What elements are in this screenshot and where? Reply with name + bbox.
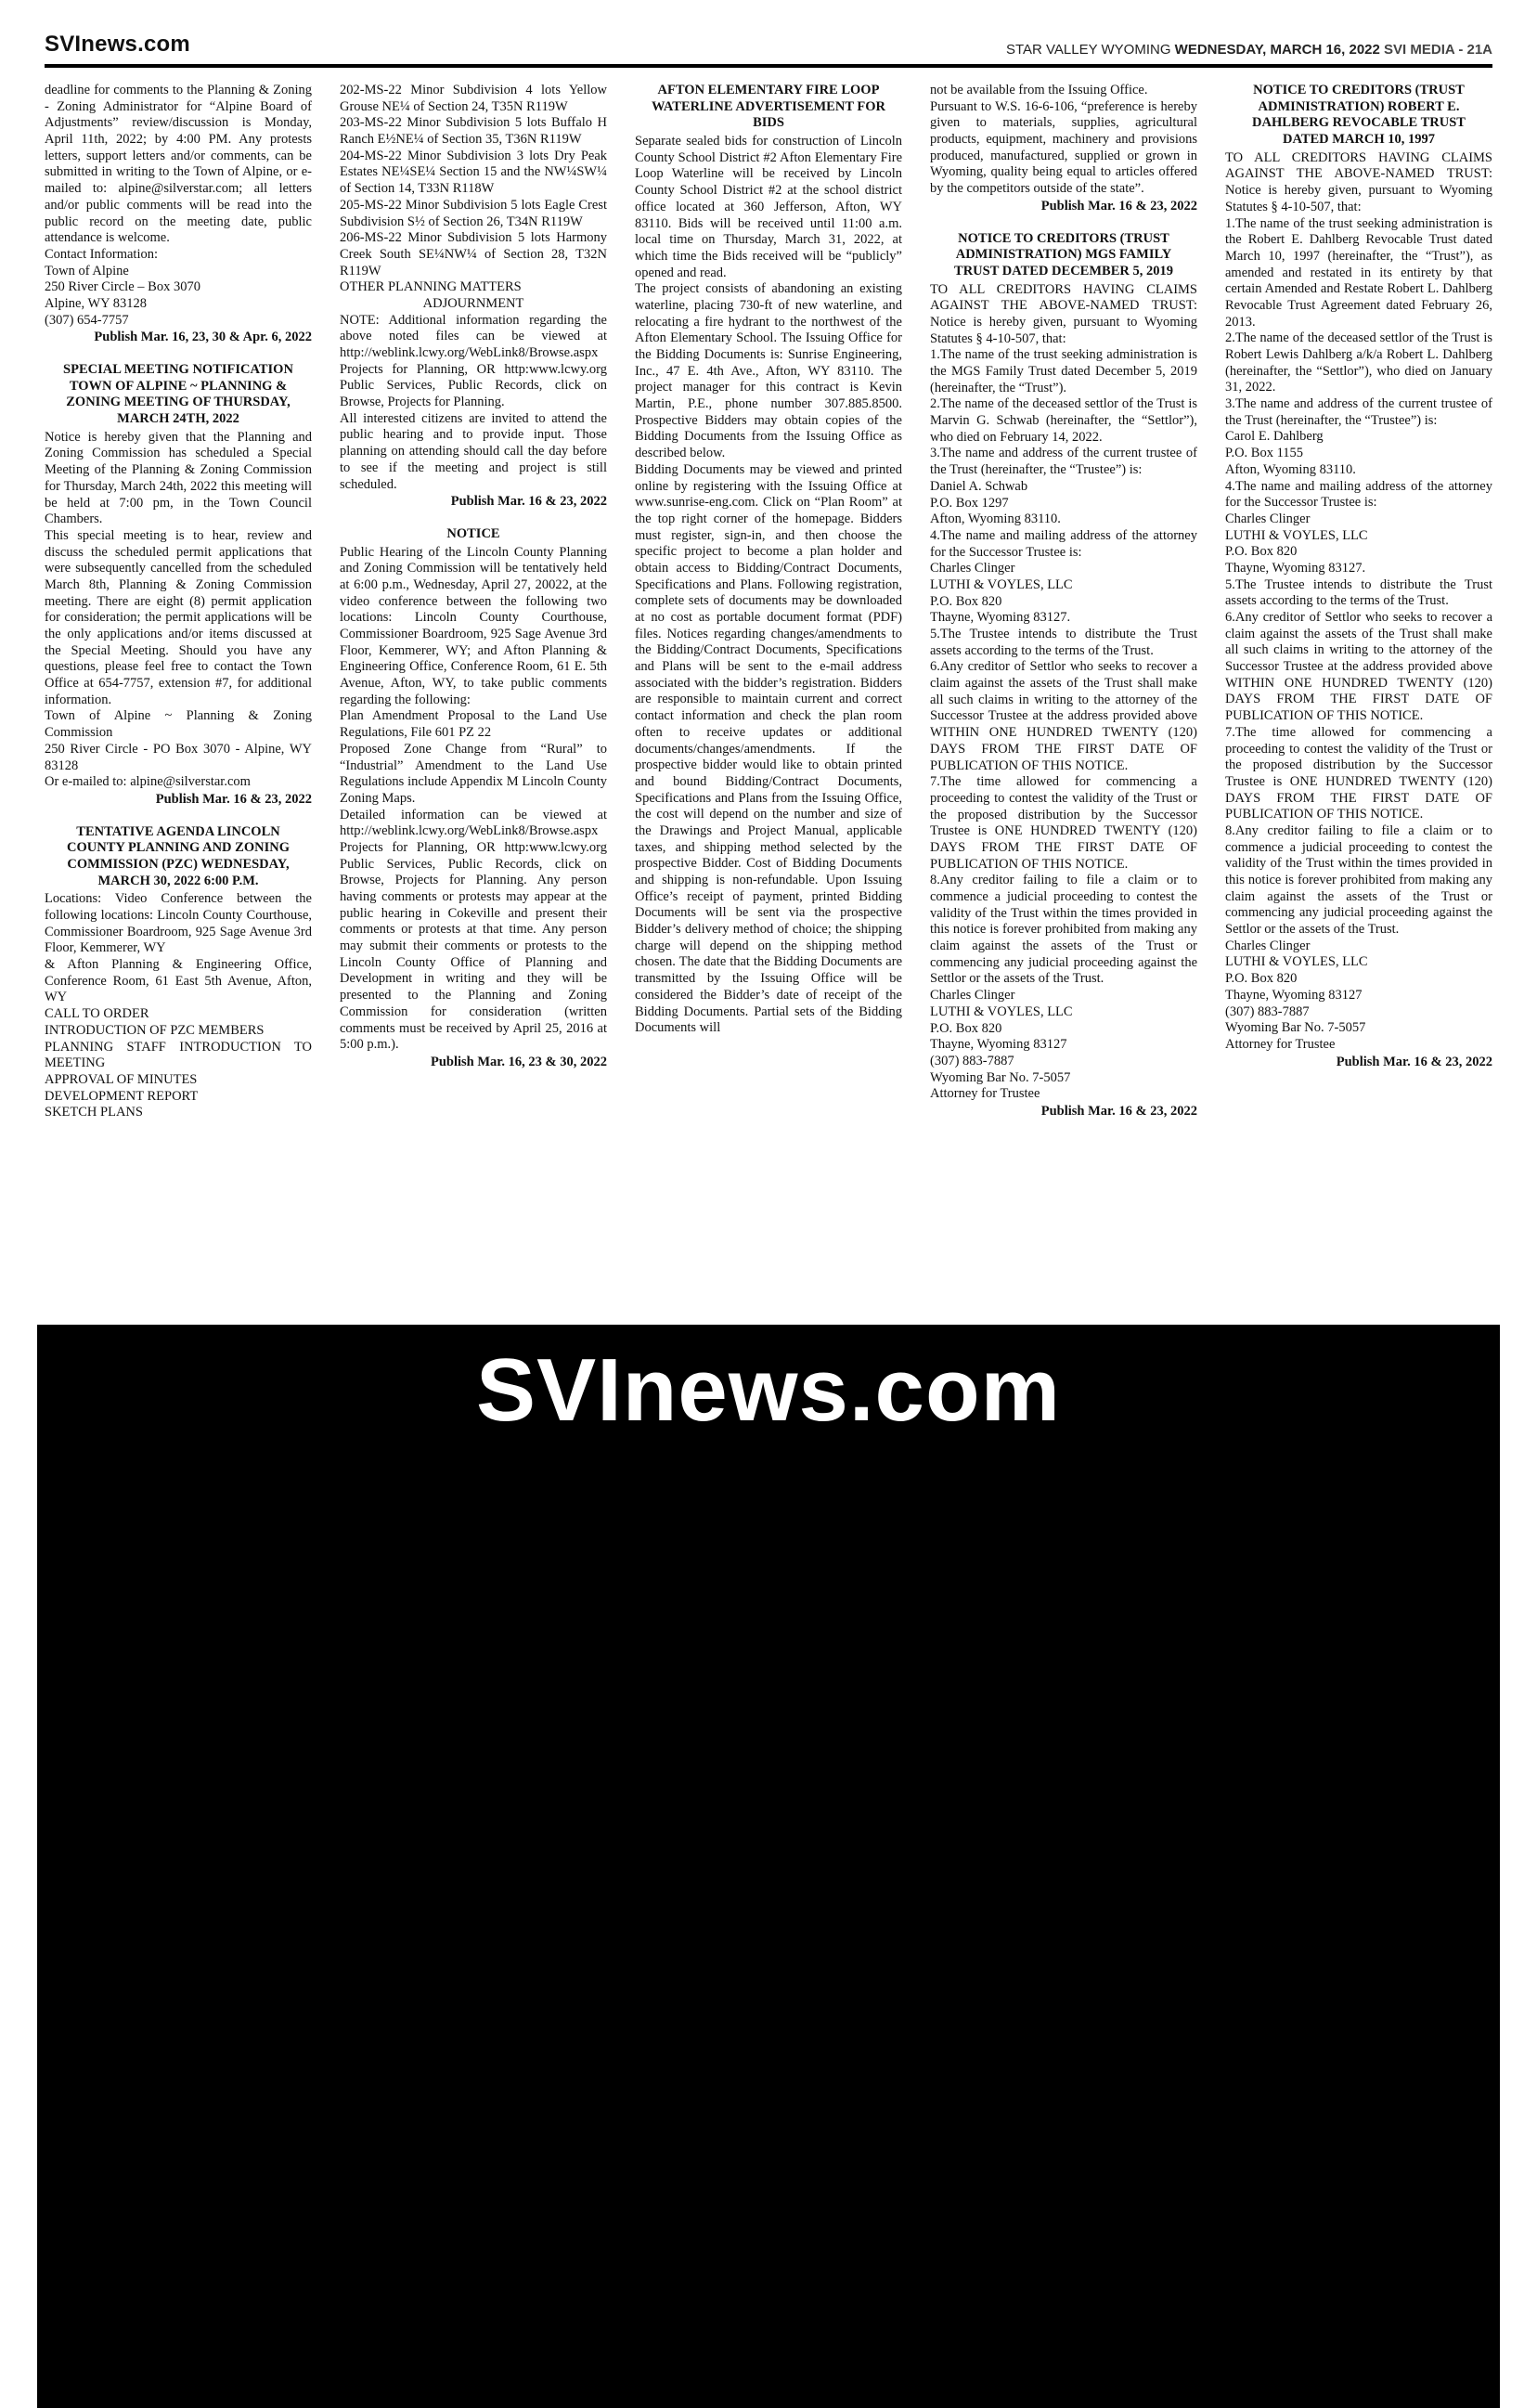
notice-line: Wyoming Bar No. 7-5057 <box>930 1069 1071 1085</box>
folio-location: STAR VALLEY WYOMING <box>1005 42 1171 58</box>
notice-line: P.O. Box 1297 <box>930 495 1009 511</box>
notice-line: Carol E. Dahlberg <box>1225 429 1324 445</box>
notice-line: SKETCH PLANS <box>45 1105 143 1120</box>
notice-paragraph: All interested citizens are invited to attend the public hearing and to provide input. Those planning on attending should call the day before to see if the meeting and project is still scheduled. <box>340 410 607 492</box>
notice-line: Attorney for Trustee <box>930 1086 1040 1102</box>
notice-line: APPROVAL OF MINUTES <box>45 1071 198 1087</box>
column-4 <box>930 83 1197 1285</box>
notice-line: P.O. Box 1155 <box>1225 446 1304 461</box>
notice-paragraph: 4.The name and mailing address of the attorney for the Successor Trustee is: <box>930 527 1197 560</box>
notice-line: P.O. Box 820 <box>930 593 1002 609</box>
notice-paragraph: 2.The name of the deceased settlor of the Trust is Robert Lewis Dahlberg a/k/a Robert L. Dahlberg (hereinafter, the “Settlor”), who died on January 31, 2022. <box>1225 330 1492 395</box>
notice-paragraph: 7.The time allowed for commencing a proceeding to contest the validity of the Trust or the proposed distribution by the Successor Trustee is ONE HUNDRED TWENTY (120) DAYS FROM THE FIRST DATE OF PUBLICATION OF THIS NOTICE. <box>930 774 1197 872</box>
folio-edition: SVI MEDIA - 21A <box>1384 42 1492 58</box>
notice-paragraph: 1.The name of the trust seeking administration is the Robert E. Dahlberg Revocable Trust dated March 10, 1997 (hereinafter, the “Trust”), as amended and restated in its entirety by that certain Amended and Restate Robert L. Dahlberg Revocable Trust Agreement dated February 26, 2013. <box>1225 215 1492 330</box>
notice-heading: NOTICE <box>446 525 500 541</box>
notice-line: Or e-mailed to: alpine@silverstar.com <box>45 774 251 790</box>
notice-paragraph: 4.The name and mailing address of the attorney for the Successor Trustee is: <box>1225 478 1492 511</box>
notice-paragraph: 6.Any creditor of Settlor who seeks to recover a claim against the assets of the Trust shall make all such claims in writing to the attorney of the Successor Trustee at the address provided above WITHIN ONE HUNDRED TWENTY (120) DAYS FROM THE FIRST DATE OF PUBLICATION OF THIS NOTICE. <box>930 659 1197 773</box>
footer-banner <box>37 1325 1500 2408</box>
notice-line: Daniel A. Schwab <box>930 478 1028 494</box>
notice-paragraph: 250 River Circle - PO Box 3070 - Alpine, WY 83128 <box>45 741 312 773</box>
notice-paragraph: Public Hearing of the Lincoln County Planning and Zoning Commission will be tentatively held at 6:00 p.m., Wednesday, April 27, 20022, at the video conference between the following two locations: Lincoln County Courthouse, Commissioner Boardroom, 925 Sage Avenue 3rd Floor, Kemmerer, WY; and Afton Planning & Engineering Office, Conference Room, 61 E. 5th Avenue, Afton, WY, to take public comments regarding the following: <box>340 544 607 707</box>
notice-heading: NOTICE TO CREDITORS (TRUST ADMINISTRATION) MGS FAMILY TRUST DATED DECEMBER 5, 2019 <box>954 230 1173 278</box>
masthead <box>45 32 1492 68</box>
notice-paragraph: 7.The time allowed for commencing a proceeding to contest the validity of the Trust or the proposed distribution by the Successor Trustee is ONE HUNDRED TWENTY (120) DAYS FROM THE FIRST DATE OF PUBLICATION OF THIS NOTICE. <box>1225 724 1492 822</box>
notice-paragraph: Notice is hereby given that the Planning and Zoning Commission has scheduled a Special Meeting of the Planning & Zoning Commission for Thursday, March 24th, 2022 this meeting will be held at 7:00 pm, in the Town Council Chambers. <box>45 429 312 527</box>
notice-line: Thayne, Wyoming 83127. <box>930 610 1071 626</box>
notice-paragraph: 5.The Trustee intends to distribute the Trust assets according to the terms of the Trust. <box>930 627 1197 658</box>
notice-line: DEVELOPMENT REPORT <box>45 1088 199 1104</box>
notice-heading: AFTON ELEMENTARY FIRE LOOP WATERLINE ADVERTISEMENT FOR BIDS <box>652 83 885 131</box>
notice-paragraph: 5.The Trustee intends to distribute the Trust assets according to the terms of the Trust. <box>1225 576 1492 609</box>
notice-paragraph: 205-MS-22 Minor Subdivision 5 lots Eagle Crest Subdivision S½ of Section 26, T34N R119W <box>340 197 607 229</box>
notice-paragraph: not be available from the Issuing Office. <box>930 83 1148 97</box>
notice-line: P.O. Box 820 <box>930 1020 1002 1036</box>
notice-paragraph: 1.The name of the trust seeking administration is the MGS Family Trust dated December 5, 2019 (hereinafter, the “Trust”). <box>930 347 1197 395</box>
notice-line: Contact Information: <box>45 246 159 262</box>
notice-paragraph: INTRODUCTION OF PZC MEMBERS <box>45 1022 265 1038</box>
notice-paragraph: 202-MS-22 Minor Subdivision 4 lots Yellow Grouse NE¼ of Section 24, T35N R119W <box>340 83 607 114</box>
notice-line: Charles Clinger <box>1225 938 1311 953</box>
notice-paragraph: PLANNING STAFF INTRODUCTION TO MEETING <box>45 1039 312 1071</box>
notice-paragraph: TO ALL CREDITORS HAVING CLAIMS AGAINST THE ABOVE-NAMED TRUST: Notice is hereby given, pursuant to Wyoming Statutes § 4-10-507, that: <box>1225 149 1492 214</box>
notice-paragraph: Proposed Zone Change from “Rural” to “Industrial” Amendment to the Land Use Regulations include Appendix M Lincoln County Zoning Maps. <box>340 741 607 806</box>
notice-line: Charles Clinger <box>930 561 1015 576</box>
notice-paragraph: TO ALL CREDITORS HAVING CLAIMS AGAINST THE ABOVE-NAMED TRUST: Notice is hereby given, pursuant to Wyoming Statutes § 4-10-507, that: <box>930 281 1197 346</box>
publish-line: Publish Mar. 16 & 23, 2022 <box>1040 1103 1197 1119</box>
notice-line: Attorney for Trustee <box>1225 1036 1336 1052</box>
notice-line: Wyoming Bar No. 7-5057 <box>1225 1020 1366 1036</box>
notice-paragraph: Plan Amendment Proposal to the Land Use Regulations, File 601 PZ 22 <box>340 708 607 741</box>
notice-heading: NOTICE TO CREDITORS (TRUST ADMINISTRATION) ROBERT E. DAHLBERG REVOCABLE TRUST DATED MARCH 10, 1997 <box>1252 83 1466 148</box>
notice-line: Charles Clinger <box>930 988 1015 1003</box>
column-3 <box>635 83 902 1285</box>
notice-line: Town of Alpine <box>45 263 129 278</box>
notice-paragraph: This special meeting is to hear, review and discuss the scheduled permit applications that were subsequently cancelled from the scheduled March 8th, Planning & Zoning Commission meeting. There are eight (8) permit application for consideration; the permit applications will be the only applications and/or items discussed at the Special Meeting. Should you have any questions, please feel free to contact the Town Office at 654-7757, extension #7, for additional information. <box>45 527 312 707</box>
notice-line: Thayne, Wyoming 83127. <box>1225 560 1366 576</box>
notice-paragraph: The project consists of abandoning an existing waterline, placing 730-ft of new waterline, and relocating a fire hydrant to the northwest of the Afton Elementary School. The Issuing Office for the Bidding Documents is: Sunrise Engineering, Inc., 47 E. 4th Ave., Afton, WY 83110. The project manager for this contract is Kevin Martin, P.E., phone number 307.885.8500. Prospective Bidders may obtain copies of the Bidding Documents from the Issuing Office as described below. <box>635 281 902 461</box>
notice-paragraph: Pursuant to W.S. 16-6-106, “preference is hereby given to materials, supplies, agricultural products, equipment, machinery and provisions produced, manufactured, supplied or grown in Wyoming, quality being equal to articles offered by the competitors outside of the state”. <box>930 98 1197 197</box>
notice-line: (307) 883-7887 <box>1225 1003 1310 1019</box>
notice-line: P.O. Box 820 <box>1225 971 1298 987</box>
notice-line: CALL TO ORDER <box>45 1006 149 1022</box>
notice-heading: TENTATIVE AGENDA LINCOLN COUNTY PLANNING AND ZONING COMMISSION (PZC) WEDNESDAY, MARCH 30, 2022 6:00 P.M. <box>67 823 290 888</box>
publish-line: Publish Mar. 16, 23 & 30, 2022 <box>431 1054 607 1069</box>
notice-line: 250 River Circle – Box 3070 <box>45 279 200 295</box>
notice-paragraph: 2.The name of the deceased settlor of the Trust is Marvin G. Schwab (hereinafter, the “Settlor”), who died on February 14, 2022. <box>930 396 1197 445</box>
notice-line: (307) 883-7887 <box>930 1053 1014 1068</box>
notice-paragraph: Bidding Documents may be viewed and printed online by registering with the Issuing Office at www.sunrise-eng.com. Click on “Plan Room” at the top right corner of the homepage. Bidders must register, sign-in, and then choose the specific project to become a plan holder and obtain access to Bidding/Contract Documents, Specifications and Plans. Following registration, complete sets of documents may be downloaded at no cost as portable document format (PDF) files. Notices regarding changes/amendments to the Bidding/Contract Documents, Specifications and Plans will be sent to the e-mail address associated with the bidder’s registration. Bidders are responsible to maintain current and correct contact information and check the plan room often to receive updates or additional documents/changes/amendments. If the prospective bidder would like to obtain printed and bound Bidding/Contract Documents, Specifications and Plans from the Issuing Office, the cost will depend on the number and size of the Drawings and Project Manual, applicable taxes, and shipping method selected by the prospective Bidder. Cost of Bidding Documents and shipping is non-refundable. Upon Issuing Office’s receipt of payment, printed Bidding Documents will be sent via the prospective Bidder’s delivery method of choice; the shipping charge will depend on the shipping method chosen. The date that the Bidding Documents are transmitted by the Issuing Office will be considered the Bidder’s date of receipt of the Bidding Documents. Partial sets of the Bidding Documents will <box>635 461 902 1036</box>
notice-paragraph: 203-MS-22 Minor Subdivision 5 lots Buffalo H Ranch E½NE¼ of Section 35, T36N R119W <box>340 115 607 148</box>
notice-line: Thayne, Wyoming 83127 <box>930 1037 1067 1053</box>
notice-line: LUTHI & VOYLES, LLC <box>930 576 1073 592</box>
publish-line: Publish Mar. 16 & 23, 2022 <box>1040 198 1197 214</box>
notice-paragraph: 8.Any creditor failing to file a claim or to commence a judicial proceeding to contest the validity of the Trust within the times provided in this notice is forever prohibited from making any claim against the assets of the Trust or commencing any judicial proceeding against the Settlor or the assets of the Trust. <box>1225 822 1492 938</box>
notice-line: LUTHI & VOYLES, LLC <box>930 1003 1073 1019</box>
notice-line: (307) 654-7757 <box>45 312 129 328</box>
notice-paragraph: 3.The name and address of the current trustee of the Trust (hereinafter, the “Trustee”) is: <box>1225 396 1492 428</box>
column-1 <box>45 83 312 1285</box>
column-2 <box>340 83 607 1285</box>
notice-paragraph: 8.Any creditor failing to file a claim or to commence a judicial proceeding to contest the validity of the Trust within the times provided in this notice is forever prohibited from making any claim against the assets of the Trust or commencing any judicial proceeding against the Settlor or the assets of the Trust. <box>930 873 1197 987</box>
notice-line: Alpine, WY 83128 <box>45 295 147 311</box>
notice-line: Thayne, Wyoming 83127 <box>1225 987 1363 1003</box>
folio-date: WEDNESDAY, MARCH 16, 2022 <box>1174 42 1380 58</box>
publish-line: Publish Mar. 16 & 23, 2022 <box>155 791 312 807</box>
footer-banner-text: SVInews.com <box>476 1340 1061 1440</box>
notice-paragraph: 204-MS-22 Minor Subdivision 3 lots Dry Peak Estates NE¼SE¼ Section 15 and the NW¼SW¼ of Section 14, T33N R118W <box>340 148 607 197</box>
notice-line: OTHER PLANNING MATTERS <box>340 279 522 295</box>
notice-paragraph: Locations: Video Conference between the following locations: Lincoln County Courthouse, Commissioner Boardroom, 925 Sage Avenue 3rd Floor, Kemmerer, WY <box>45 891 312 956</box>
notice-line: P.O. Box 820 <box>1225 544 1298 560</box>
column-5 <box>1225 83 1492 1285</box>
notice-paragraph: deadline for comments to the Planning & Zoning - Zoning Administrator for “Alpine Board of Adjustments” review/discussion is Monday, April 11th, 2022; by 4:00 PM. Any protests letters, support letters and/or comments, can be submitted in writing to the Town of Alpine, or e-mailed to: alpine@silverstar.com; all letters and/or public comments will be read into the public record on the meeting date, public attendance is welcome. <box>45 83 312 246</box>
publish-line: Publish Mar. 16, 23, 30 & Apr. 6, 2022 <box>94 330 312 345</box>
notice-paragraph: NOTE: Additional information regarding the above noted files can be viewed at http://weblink.lcwy.org/WebLink8/Browse.aspx Projects for Planning, OR http:www.lcwy.org Public Services, Public Records, click on Browse, Projects for Planning. <box>340 312 607 410</box>
publish-line: Publish Mar. 16 & 23, 2022 <box>450 494 607 510</box>
notice-line: Afton, Wyoming 83110. <box>930 511 1061 527</box>
legal-notice-columns <box>0 68 1537 1285</box>
notice-paragraph: 206-MS-22 Minor Subdivision 5 lots Harmony Creek South SE¼NW¼ of Section 28, T32N R119W <box>340 230 607 278</box>
notice-line: Charles Clinger <box>1225 511 1311 526</box>
notice-paragraph: 6.Any creditor of Settlor who seeks to recover a claim against the assets of the Trust shall make all such claims in writing to the attorney of the Successor Trustee at the address provided above WITHIN ONE HUNDRED TWENTY (120) DAYS FROM THE FIRST DATE OF PUBLICATION OF THIS NOTICE. <box>1225 610 1492 724</box>
notice-centered-line: ADJOURNMENT <box>422 295 524 311</box>
site-name: SVInews.com <box>45 32 190 57</box>
notice-paragraph: Separate sealed bids for construction of Lincoln County School District #2 Afton Elementary Fire Loop Waterline will be received by Lincoln County School District #2 at the school district office located at 360 Jefferson, Afton, WY 83110. Bids will be received until 11:00 a.m. local time on Thursday, March 31, 2022, at which time the Bids received will be “publicly” opened and read. <box>635 134 902 280</box>
notice-paragraph: Detailed information can be viewed at http://weblink.lcwy.org/WebLink8/Browse.aspx Projects for Planning, OR http:www.lcwy.org Public Services, Public Records, click on Browse, Projects for Planning. Any person having comments or protests may appear at the public hearing in Cokeville and present their comments or protests at that time. Any person may submit their comments or protests to the Lincoln County Office of Planning and Development in writing and they will be presented to the Planning and Zoning Commission for consideration (written comments must be received by April 25, 2016 at 5:00 p.m.). <box>340 807 607 1053</box>
notice-heading: SPECIAL MEETING NOTIFICATION TOWN OF ALPINE ~ PLANNING & ZONING MEETING OF THURSDAY, MARCH 24TH, 2022 <box>63 362 293 427</box>
notice-line: Afton, Wyoming 83110. <box>1225 461 1356 477</box>
notice-paragraph: & Afton Planning & Engineering Office, Conference Room, 61 East 5th Avenue, Afton, WY <box>45 957 312 1005</box>
notice-paragraph: 3.The name and address of the current trustee of the Trust (hereinafter, the “Trustee”) is: <box>930 446 1197 478</box>
notice-line: LUTHI & VOYLES, LLC <box>1225 527 1368 543</box>
notice-paragraph: Town of Alpine ~ Planning & Zoning Commission <box>45 708 312 741</box>
publish-line: Publish Mar. 16 & 23, 2022 <box>1336 1054 1492 1069</box>
notice-line: LUTHI & VOYLES, LLC <box>1225 954 1368 970</box>
folio-line <box>1006 42 1492 58</box>
